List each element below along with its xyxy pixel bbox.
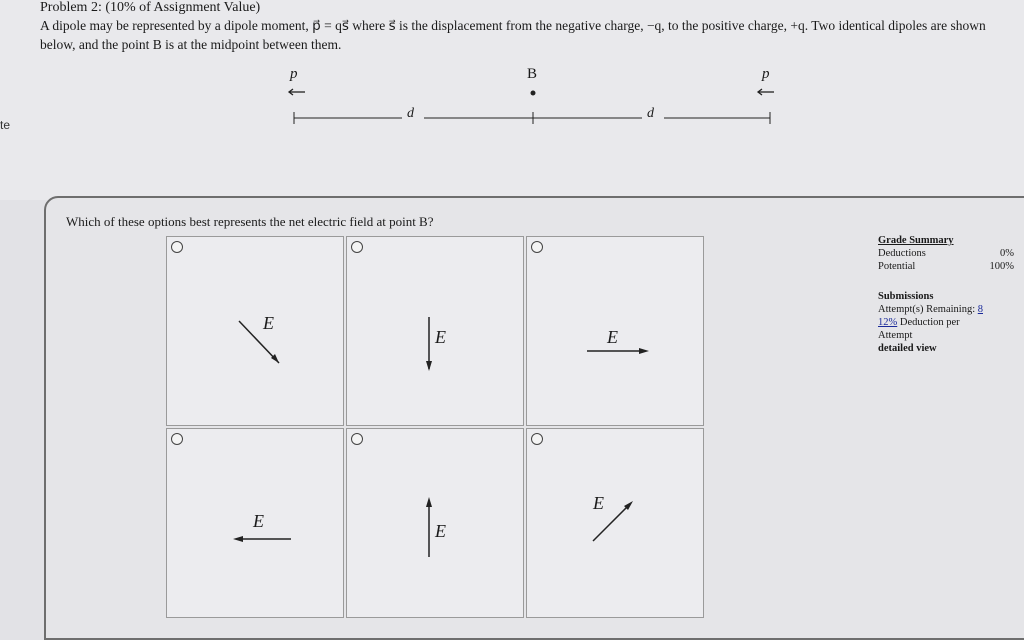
deduction-row — [878, 316, 1018, 329]
problem-title: Problem 2: (10% of Assignment Value) — [40, 0, 261, 15]
option-2[interactable] — [346, 236, 524, 426]
deduction-value: 12% — [878, 317, 898, 328]
option-1-arrow — [167, 237, 345, 427]
option-2-label: E⃗ — [435, 327, 460, 347]
left-dipole-label: p⃗ — [290, 66, 310, 82]
option-1[interactable] — [166, 236, 344, 426]
option-6-arrow — [527, 429, 705, 619]
distance-label-left: d — [407, 106, 414, 121]
potential-value: 100% — [989, 261, 1014, 272]
deductions-label: Deductions — [878, 248, 926, 259]
question-text: Which of these options best represents the net electric field at point B? — [66, 214, 434, 229]
attempts-row — [878, 303, 1018, 316]
grade-summary-panel — [878, 234, 1018, 355]
attempts-label: Attempt(s) Remaining: — [878, 304, 976, 315]
option-1-label: E⃗ — [263, 313, 288, 333]
option-4-label: E⃗ — [253, 511, 278, 531]
option-4[interactable] — [166, 428, 344, 618]
detailed-view-link[interactable]: detailed view — [878, 343, 937, 354]
dipole-diagram-lines — [0, 60, 1024, 140]
distance-label-right: d — [647, 106, 654, 121]
option-5-label: E⃗ — [435, 521, 460, 541]
point-b-label: B — [527, 66, 538, 82]
right-dipole-label: p⃗ — [762, 66, 782, 82]
grade-summary-title: Grade Summary — [878, 235, 954, 246]
option-6[interactable] — [526, 428, 704, 618]
potential-row — [878, 260, 1018, 273]
option-3[interactable] — [526, 236, 704, 426]
edge-text: te — [0, 118, 11, 132]
deduction-label-2: Attempt — [878, 330, 913, 341]
deductions-row — [878, 247, 1018, 260]
option-3-label: E⃗ — [607, 327, 632, 347]
dipole-diagram — [0, 60, 1024, 140]
problem-statement: A dipole may be represented by a dipole moment, p⃗ = qs⃗ where s⃗ is the displacement from the negative charge, −q, to the positive charge, +q. Two identical dipoles are shown below, and the point B is at the midpoint between them. — [40, 18, 986, 52]
option-6-label: E⃗ — [593, 493, 618, 513]
point-b-dot — [531, 91, 536, 96]
potential-label: Potential — [878, 261, 916, 272]
submissions-title: Submissions — [878, 291, 934, 302]
answer-options-grid — [166, 236, 704, 620]
deduction-label: Deduction per — [899, 317, 960, 328]
option-5[interactable] — [346, 428, 524, 618]
deductions-value: 0% — [1000, 248, 1014, 259]
attempts-value: 8 — [977, 304, 983, 315]
